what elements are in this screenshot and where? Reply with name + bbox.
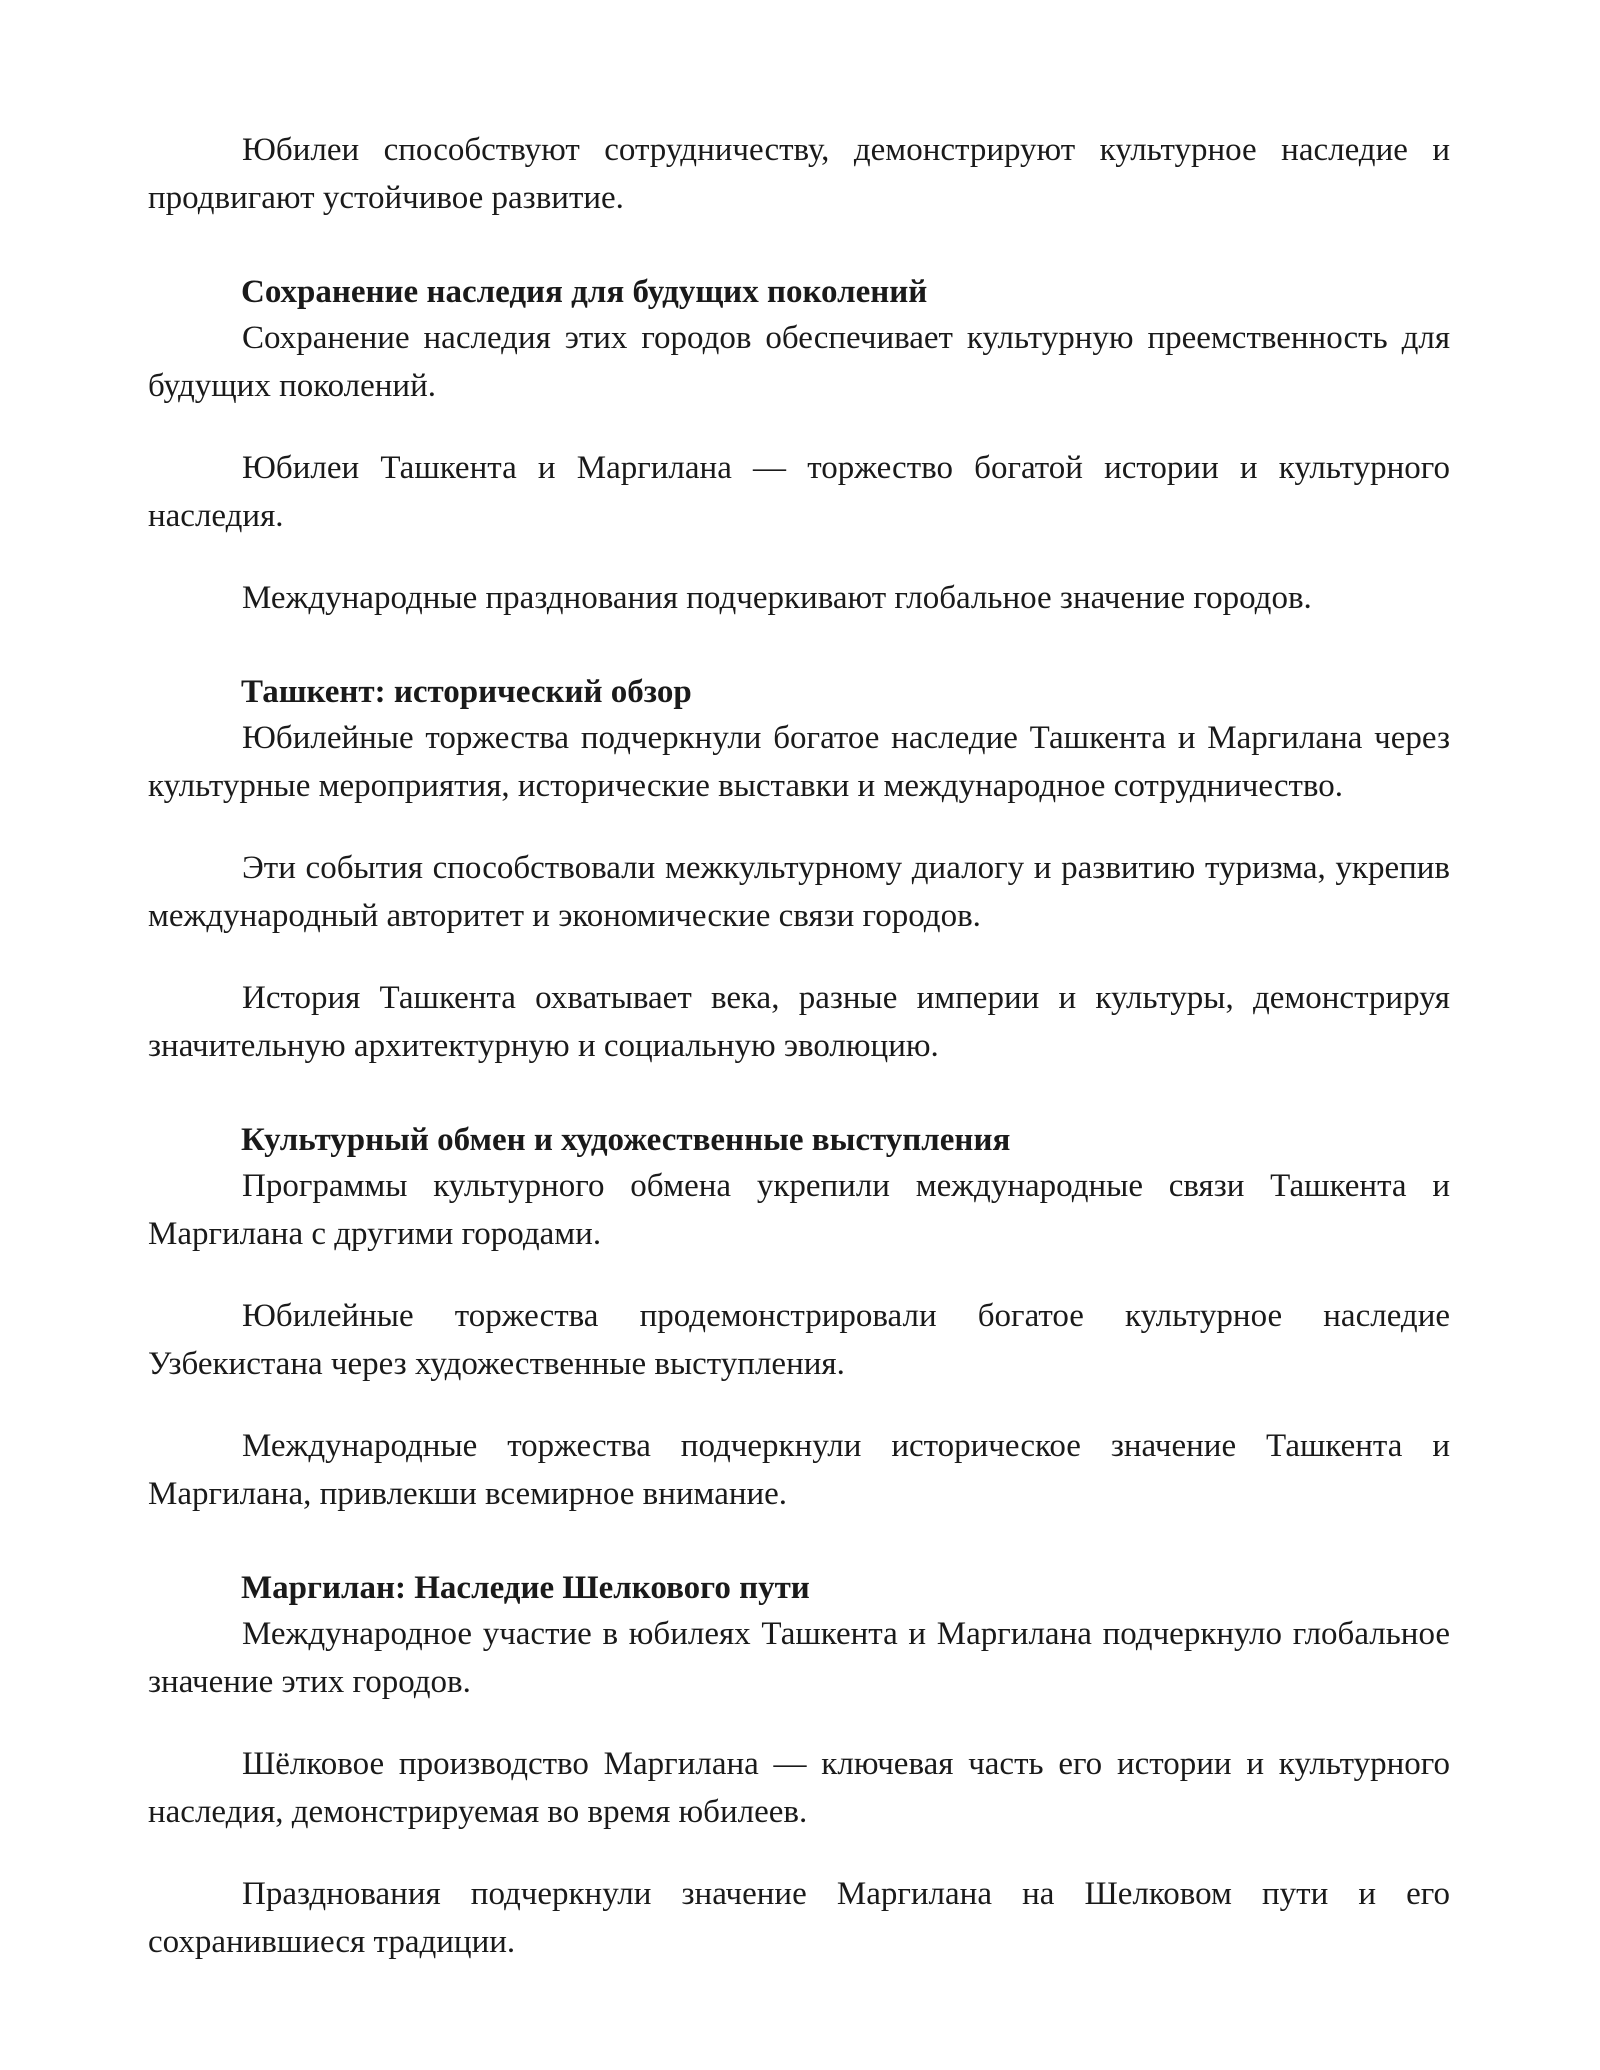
paragraph: Международное участие в юбилеях Ташкента и Маргилана подчеркнуло глобальное значение этих городов. [148, 1616, 1450, 1700]
paragraph: Программы культурного обмена укрепили международные связи Ташкента и Маргилана с другими городами. [148, 1168, 1450, 1252]
paragraph: Юбилейные торжества продемонстрировали богатое культурное наследие Узбекистана через художественные выступления. [148, 1298, 1450, 1382]
section-heading: Маргилан: Наследие Шелкового пути [241, 1570, 810, 1606]
paragraph: Юбилейные торжества подчеркнули богатое наследие Ташкента и Маргилана через культурные мероприятия, исторические выставки и международное сотрудничество. [148, 720, 1450, 804]
section-heading: Культурный обмен и художественные выступления [241, 1122, 1011, 1158]
paragraph: История Ташкента охватывает века, разные империи и культуры, демонстрируя значительную архитектурную и социальную эволюцию. [148, 980, 1450, 1064]
section-heading: Сохранение наследия для будущих поколений [241, 274, 928, 310]
section-heading: Ташкент: исторический обзор [241, 674, 692, 710]
paragraph: Шёлковое производство Маргилана — ключевая часть его истории и культурного наследия, демонстрируемая во время юбилеев. [148, 1746, 1450, 1830]
paragraph: Юбилеи способствуют сотрудничеству, демонстрируют культурное наследие и продвигают устойчивое развитие. [148, 132, 1450, 216]
paragraph: Сохранение наследия этих городов обеспечивает культурную преемственность для будущих поколений. [148, 320, 1450, 404]
paragraph: Эти события способствовали межкультурному диалогу и развитию туризма, укрепив международный авторитет и экономические связи городов. [148, 850, 1450, 934]
paragraph: Международные празднования подчеркивают глобальное значение городов. [242, 580, 1312, 616]
paragraph: Международные торжества подчеркнули историческое значение Ташкента и Маргилана, привлекши всемирное внимание. [148, 1428, 1450, 1512]
paragraph: Празднования подчеркнули значение Маргилана на Шелковом пути и его сохранившиеся традиции. [148, 1876, 1450, 1960]
paragraph: Юбилеи Ташкента и Маргилана — торжество богатой истории и культурного наследия. [148, 450, 1450, 534]
document-page [148, 126, 1450, 2000]
